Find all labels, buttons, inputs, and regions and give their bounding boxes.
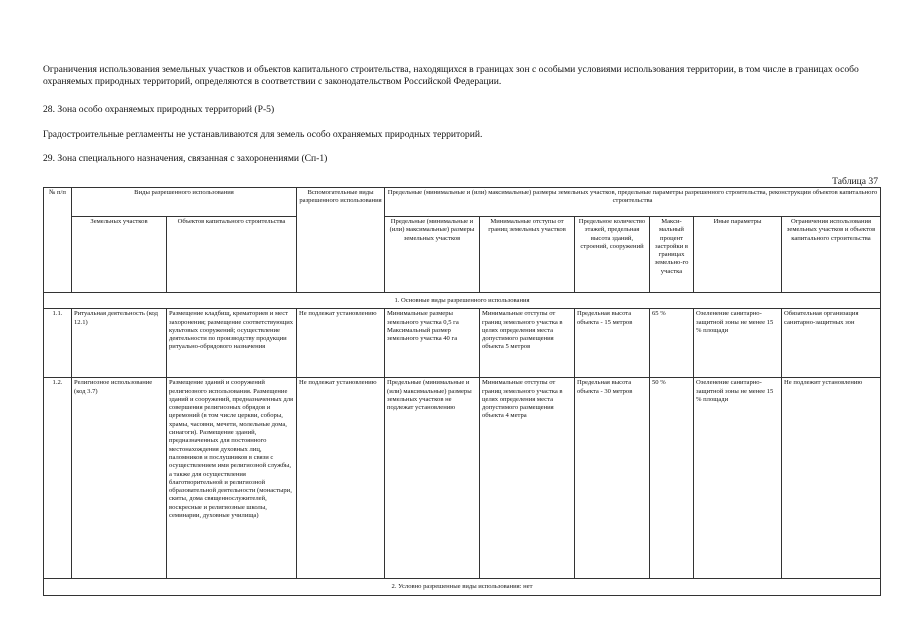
header-restrict: Ограничения использования земельных участков и объектов капитального строительства <box>782 217 881 293</box>
row-land: Ритуальная деятельность (код 12.1) <box>72 309 167 378</box>
header-capital: Объектов капитального строительства <box>167 217 297 293</box>
section2-title: 2. Условно разрешенные виды использования: нет <box>44 579 881 595</box>
row-aux: Не подлежат установлению <box>297 378 385 579</box>
row-coverage: 50 % <box>650 378 694 579</box>
regulations-table <box>43 187 881 596</box>
restrictions-paragraph: Ограничения использования земельных участков и объектов капитального строительства, находящихся в границах зон с особыми условиями использования территории, в том числе в границах особо охраняемых природных территорий, определяются в соответствии с законодательством Российской Федерации. <box>43 64 859 87</box>
header-limits: Предельные (минимальные и (или) максимальные) размеры земельных участков, предельные параметры разрешенного строительства, реконструкции объектов капитального строительства <box>385 188 881 217</box>
header-setbacks: Минимальные отступы от границ земельных участков <box>480 217 575 293</box>
row-num: 1.1. <box>44 309 72 378</box>
table-caption: Таблица 37 <box>832 176 878 187</box>
header-land: Земельных участков <box>72 217 167 293</box>
row-setbacks: Минимальные отступы от границ земельного участка в целях определения места допустимого размещения объекта 5 метров <box>480 309 575 378</box>
zone29-heading: 29. Зона специального назначения, связанная с захоронениями (Сп-1) <box>43 153 328 164</box>
row-setbacks: Минимальные отступы от границ земельного участка в целях определения места допустимого размещения объекта 4 метра <box>480 378 575 579</box>
row-floors: Предельная высота объекта - 30 метров <box>575 378 650 579</box>
header-other: Иные параметры <box>694 217 782 293</box>
header-coverage: Макси-мальный процент застройки в границах земельно-го участка <box>650 217 694 293</box>
header-plot-size: Предельные (минимальные и (или) максимальные) размеры земельных участков <box>385 217 480 293</box>
row-other: Озеленение санитарно-защитной зоны не менее 15 % площади <box>694 378 782 579</box>
row-restrict: Обязательная организация санитарно-защитных зон <box>782 309 881 378</box>
row-plot-size: Предельные (минимальные и (или) максимальные) размеры земельных участков не подлежат установлению <box>385 378 480 579</box>
section-row <box>44 579 881 595</box>
header-row-1 <box>44 188 881 217</box>
zone28-text: Градостроительные регламенты не устанавливаются для земель особо охраняемых природных территорий. <box>43 129 483 140</box>
zone28-heading: 28. Зона особо охраняемых природных территорий (Р-5) <box>43 104 275 115</box>
section-row <box>44 293 881 309</box>
header-row-2 <box>44 217 881 293</box>
row-capital: Размещение кладбищ, крематориев и мест захоронения; размещение соответствующих культовых сооружений; осуществление деятельности по производству продукции ритуально-обрядового назначения <box>167 309 297 378</box>
row-aux: Не подлежат установлению <box>297 309 385 378</box>
row-land: Религиозное использование (код 3.7) <box>72 378 167 579</box>
header-aux-types: Вспомогательные виды разрешенного использования <box>297 188 385 293</box>
row-other: Озеленение санитарно-защитной зоны не менее 15 % площади <box>694 309 782 378</box>
header-num: № п/п <box>44 188 72 293</box>
row-num: 1.2. <box>44 378 72 579</box>
table-row <box>44 378 881 579</box>
header-use-types: Виды разрешенного использования <box>72 188 297 217</box>
row-coverage: 65 % <box>650 309 694 378</box>
section1-title: 1. Основные виды разрешенного использования <box>44 293 881 309</box>
row-floors: Предельная высота объекта - 15 метров <box>575 309 650 378</box>
row-capital: Размещение зданий и сооружений религиозного использования. Размещение зданий и сооружений, предназначенных для совершения религиозных обрядов и церемоний (в том числе церкви, соборы, храмы, часовни, мечети, молельные дома, синагоги). Размещение зданий, предназначенных для постоянного местонахождения духовных лиц, паломников и послушников в связи с осуществлением ими религиозной службы, а также для осуществления благотворительной и религиозной образовательной деятельности (монастыри, скиты, дома священнослужителей, воскресные и религиозные школы, семинарии, духовные училища) <box>167 378 297 579</box>
row-plot-size: Минимальные размеры земельного участка 0,5 га Максимальный размер земельного участка 40 га <box>385 309 480 378</box>
header-floors: Предельное количество этажей, предельная высота зданий, строений, сооружений <box>575 217 650 293</box>
table-row <box>44 309 881 378</box>
row-restrict: Не подлежит установлению <box>782 378 881 579</box>
